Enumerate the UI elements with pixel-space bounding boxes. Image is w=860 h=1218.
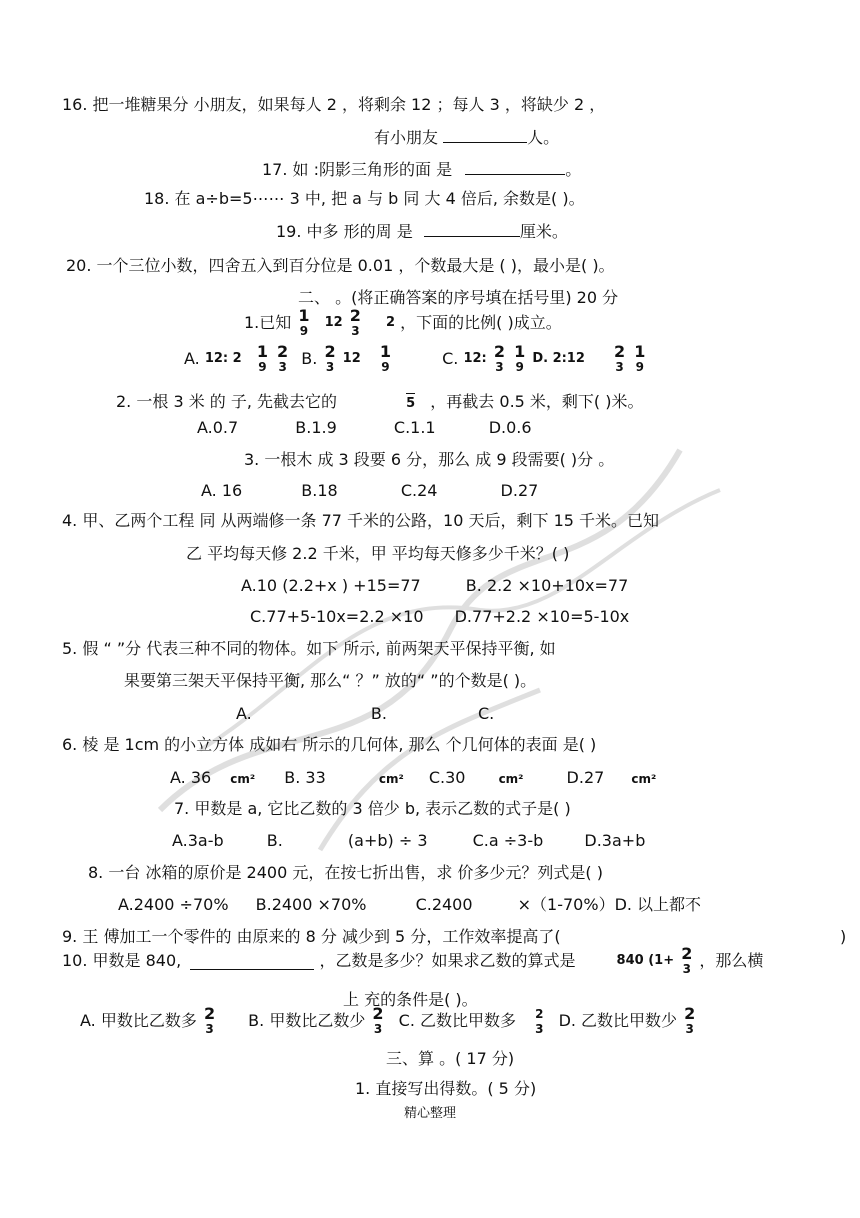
fraction: 2 3 (277, 342, 289, 374)
option-d[interactable]: D.27 (500, 481, 539, 500)
answer-blank[interactable] (443, 126, 527, 143)
option-c[interactable]: C. (442, 349, 459, 368)
fraction: 1 9 (514, 342, 526, 374)
answer-blank[interactable] (190, 953, 314, 970)
q20-line: 20. 一个三位小数，四舍五入到百分位是 0.01 ，个数最大是 ( )，最小是( )。 (66, 256, 615, 275)
fraction: 1 9 (298, 306, 310, 338)
unit-label: cm² (498, 772, 524, 786)
fraction: 2 3 (681, 944, 693, 976)
p3-line: 3. 一根木 成 3 段要 6 分，那么 成 9 段需要( )分 。 (244, 450, 615, 469)
fraction: 2 3 (493, 342, 505, 374)
option-a[interactable]: A. 16 (201, 481, 243, 500)
option-d[interactable]: D.3a+b (584, 831, 646, 850)
option-c[interactable]: C.2400 (415, 895, 473, 914)
p4-line-2: 乙 平均每天修 2.2 千米，甲 平均每天修多少千米？( ) (186, 544, 570, 563)
option-c[interactable]: C.24 (400, 481, 438, 500)
fraction-denominator: 5 (406, 393, 415, 411)
p9-close: ) (840, 927, 847, 946)
q16-line-2 (374, 126, 559, 148)
q17-suffix: 。 (565, 160, 582, 179)
calc-1-line: 1. 直接写出得数。( 5 分) (355, 1079, 537, 1098)
unit-label: cm² (631, 772, 657, 786)
p10-text-mid: ，乙数是多少？如果求乙数的算式是 (319, 951, 576, 970)
p10-line-2: 上 充的条件是( )。 (343, 990, 478, 1009)
option-a[interactable]: A.3a-b (172, 831, 224, 850)
p10-suffix: ，那么横 (699, 951, 764, 970)
option-c[interactable]: C.1.1 (393, 418, 436, 437)
option-d[interactable]: D.77+2.2 ×10=5-10x (454, 607, 630, 626)
q18-line: 18. 在 a÷b=5⋯⋯ 3 中, 把 a 与 b 同 大 4 倍后, 余数是( )。 (144, 189, 585, 208)
number-2: 2 (386, 315, 396, 330)
option-c[interactable]: C. (478, 704, 495, 723)
p2-text: 2. 一根 3 米 的 子, 先截去它的 (116, 392, 338, 411)
p1-text: 1.已知 (244, 313, 292, 332)
unit-label: cm² (378, 772, 404, 786)
q19-line (276, 220, 568, 242)
p6-line: 6. 棱 是 1cm 的小立方体 成如右 所示的几何体, 那么 个几何体的表面 是( ) (62, 735, 597, 754)
option-b[interactable]: B. 甲数比乙数少 (248, 1011, 366, 1030)
fraction: 2 3 (535, 1007, 544, 1036)
p7-options (172, 831, 645, 851)
option-b[interactable]: B.2400 ×70% (255, 895, 367, 914)
q19-text: 19. 中多 形的周 是 (276, 222, 413, 241)
p2-suffix: ，再截去 0.5 米，剩下( )米。 (430, 392, 644, 411)
option-d[interactable]: D. 2:12 (532, 351, 585, 366)
number-12: 12 (324, 315, 343, 330)
q16-suffix: 人。 (527, 128, 560, 147)
q17-line (262, 158, 581, 180)
footer-text: 精心整理 (403, 1106, 456, 1121)
option-a[interactable]: A. (236, 704, 252, 723)
option-b[interactable]: B. 2.2 ×10+10x=77 (465, 576, 629, 595)
fraction: 1 9 (634, 342, 646, 374)
p8-options (118, 895, 701, 915)
p2-line (116, 392, 644, 414)
p1-suffix: ，下面的比例( )成立。 (400, 313, 562, 332)
section-2-heading: 二、 。(将正确答案的序号填在括号里) 20 分 (298, 288, 619, 307)
option-b[interactable]: B. (301, 349, 318, 368)
option-b[interactable]: B. (370, 704, 387, 723)
option-b[interactable]: B. (266, 831, 283, 850)
p4-options-2 (250, 607, 629, 627)
p5-line-1: 5. 假 “ ”分 代表三种不同的物体。如下 所示, 前两架天平保持平衡, 如 (62, 639, 556, 658)
unit-label: cm² (230, 772, 256, 786)
fraction: 1 9 (379, 342, 391, 374)
p7-line: 7. 甲数是 a, 它比乙数的 3 倍少 b, 表示乙数的式子是( ) (174, 799, 571, 818)
p10-text: 10. 甲数是 840, (62, 951, 182, 970)
p3-options (201, 481, 538, 501)
answer-blank[interactable] (465, 158, 565, 175)
q19-suffix: 厘米。 (519, 222, 568, 241)
option-a[interactable]: A.10 (2.2+x ) +15=77 (241, 576, 421, 595)
number-12: 12 (342, 351, 361, 366)
option-a[interactable]: A. 甲数比乙数多 (80, 1011, 197, 1030)
answer-blank[interactable] (424, 220, 520, 237)
option-d[interactable]: D.27 (566, 768, 605, 787)
p8-line: 8. 一台 冰箱的原价是 2400 元，在按七折出售，求 价多少元？列式是( ) (88, 863, 603, 882)
option-c[interactable]: C. 乙数比甲数多 (398, 1011, 517, 1030)
fraction: 2 3 (684, 1004, 696, 1036)
fraction: 2 3 (203, 1004, 216, 1036)
option-b[interactable]: B.18 (301, 481, 338, 500)
option-a[interactable]: A.0.7 (197, 418, 239, 437)
option-a[interactable]: A. (184, 349, 200, 368)
option-c[interactable]: C.77+5-10x=2.2 ×10 (250, 607, 424, 626)
p2-options (197, 418, 657, 438)
section-3-heading: 三、算 。( 17 分) (386, 1049, 515, 1068)
fraction: 2 3 (324, 342, 336, 374)
option-b-expr: (a+b) ÷ 3 (347, 831, 428, 850)
option-b[interactable]: B. 33 (284, 768, 326, 787)
p5-line-2: 果要第三架天平保持平衡, 那么“ ？” 放的“ ”的个数是( )。 (124, 671, 537, 690)
option-d[interactable]: D.0.6 (488, 418, 532, 437)
ratio-c: 12: (463, 351, 487, 366)
q17-text: 17. 如 :阴影三角形的面 是 (262, 160, 453, 179)
p5-options (236, 704, 494, 724)
q16-text: 有小朋友 (374, 128, 439, 147)
fraction: 2 3 (614, 342, 626, 374)
fraction: 2 3 (372, 1004, 384, 1036)
p4-options-1 (241, 576, 628, 596)
option-a[interactable]: A. 36 (170, 768, 212, 787)
p6-options (170, 768, 656, 789)
option-d[interactable]: D. 乙数比甲数少 (558, 1011, 678, 1030)
option-c[interactable]: C.30 (428, 768, 466, 787)
option-c[interactable]: C.a ÷3-b (472, 831, 544, 850)
p10-expression: 840 (1+ (616, 953, 675, 968)
q16-line-1: 16. 把一堆糖果分 小朋友，如果每人 2 ，将剩余 12 ；每人 3 ，将缺少 2 ， (62, 95, 606, 114)
ratio-a: 12: 2 (204, 351, 242, 366)
fraction: 1 9 (256, 342, 268, 374)
p1-options (184, 344, 647, 384)
option-c-expr: ×（1-70%）D. 以上都不 (517, 895, 702, 914)
fraction: 2 3 (349, 306, 361, 338)
p10-options (80, 1006, 697, 1050)
p9-line: 9. 王 傅加工一个零件的 由原来的 8 分 减少到 5 分，工作效率提高了( (62, 927, 561, 946)
p10-line-1 (62, 946, 763, 986)
option-b[interactable]: B.1.9 (295, 418, 337, 437)
option-a[interactable]: A.2400 ÷70% (118, 895, 229, 914)
p4-line-1: 4. 甲、乙两个工程 同 从两端修一条 77 千米的公路，10 天后，剩下 15 千米。已知 (62, 511, 660, 530)
